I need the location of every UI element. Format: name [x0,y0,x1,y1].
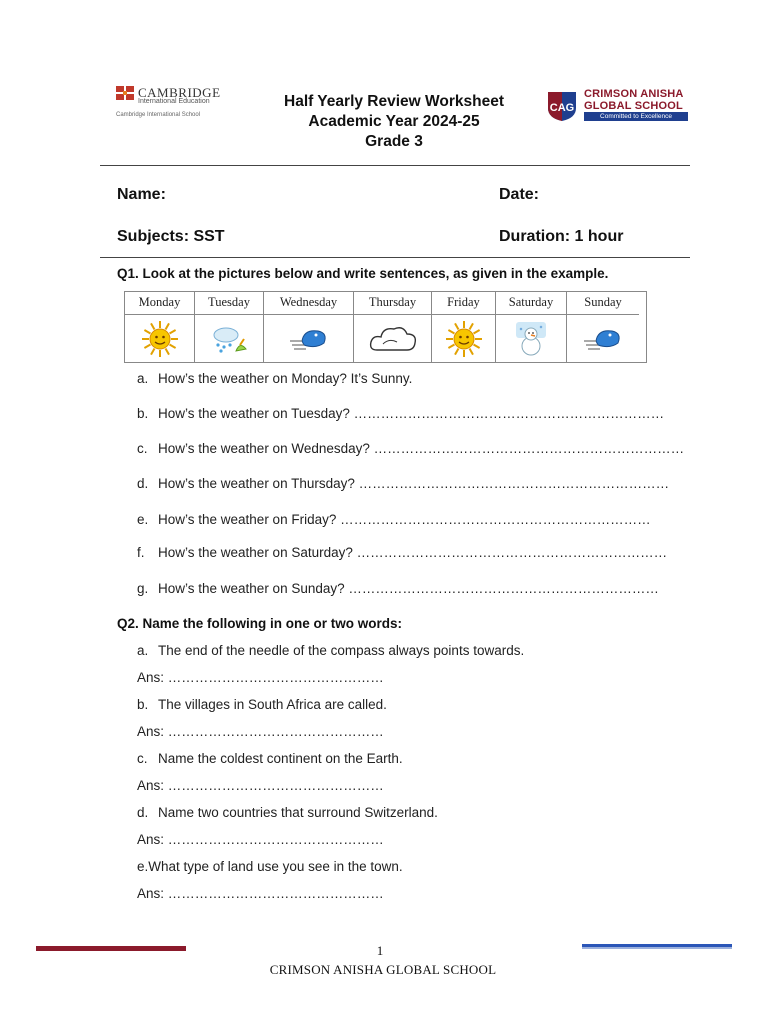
school-name [584,88,684,112]
footer-school-name: CRIMSON ANISHA GLOBAL SCHOOL [269,962,497,977]
q1-item-label: a. [137,371,149,386]
subjects-label: Subjects: SST [117,228,225,245]
cambridge-logo [116,86,246,122]
q1-item [137,512,651,527]
q2-question-text: e.What type of land use you see in the town. [137,859,403,874]
q1-item [137,441,684,456]
q2-question-text: Name the coldest continent on the Earth. [158,751,403,766]
weather-day-label: Friday [432,292,495,315]
weather-cell-wednesday [264,292,354,362]
weather-cell-saturday [496,292,567,362]
q2-question-text: The villages in South Africa are called. [158,697,387,712]
q1-item-text: How’s the weather on Saturday? …………………………………………………………… [158,545,668,560]
q2-question [137,805,438,820]
title-line-2: Academic Year 2024-25 [308,113,480,130]
q2-item-label: d. [137,805,149,820]
school-tagline: Committed to Excellence [584,112,688,121]
footer-bar-left [36,946,186,951]
weather-cell-monday [125,292,195,362]
worksheet-title [262,92,526,152]
header-divider [100,165,690,166]
title-line-3: Grade 3 [365,133,423,150]
duration-label: Duration: 1 hour [499,228,624,245]
weather-day-label: Wednesday [264,292,353,315]
q2-answer-line[interactable]: Ans: ………………………………………… [137,670,384,685]
q2-question [137,751,403,766]
windy-icon [567,315,639,362]
cloud-icon [354,315,431,362]
weather-day-label: Saturday [496,292,566,315]
weather-day-label: Monday [125,292,194,315]
weather-cell-thursday [354,292,432,362]
q2-question-text: Name two countries that surround Switzerland. [158,805,438,820]
q1-item-text: How’s the weather on Wednesday? …………………………………………………………… [158,441,685,456]
q1-item-text: How’s the weather on Tuesday? …………………………………………………………… [158,406,665,421]
cambridge-crest-icon [116,86,134,100]
cag-shield-icon [546,90,578,122]
cambridge-name: CAMBRIDGE [138,85,221,100]
weather-day-label: Tuesday [195,292,263,315]
q1-item-label: d. [137,476,149,491]
q1-item-label: f. [137,545,145,560]
q1-item-label: e. [137,512,149,527]
weather-day-label: Thursday [354,292,431,315]
q1-item-text: How’s the weather on Thursday? …………………………………………………………… [158,476,670,491]
q1-item [137,545,667,560]
weather-table [124,291,647,363]
q1-item [137,581,659,596]
q1-item-label: c. [137,441,148,456]
q2-question [137,859,403,874]
sun-icon [125,315,194,362]
page-number: 1 [376,943,384,958]
q2-answer-line[interactable]: Ans: ………………………………………… [137,778,384,793]
q1-item [137,371,412,386]
q1-item-label: g. [137,581,149,596]
name-label: Name: [117,186,166,203]
sun-icon [432,315,495,362]
windy-icon [264,315,353,362]
q1-item-text: How’s the weather on Friday? …………………………………………………………… [158,512,651,527]
rain-icon [195,315,263,362]
cambridge-subtitle: International Education [138,98,210,105]
weather-cell-sunday [567,292,639,362]
title-line-1: Half Yearly Review Worksheet [284,93,504,110]
q1-item-text: How’s the weather on Monday? It’s Sunny. [158,371,413,386]
footer-bar-right [582,944,732,949]
q2-answer-line[interactable]: Ans: ………………………………………… [137,832,384,847]
q1-item-label: b. [137,406,149,421]
school-name-line-2: GLOBAL SCHOOL [584,100,683,112]
cambridge-school: Cambridge International School [116,112,201,118]
q2-heading: Q2. Name the following in one or two words: [117,616,403,631]
q1-item [137,476,669,491]
school-name-line-1: CRIMSON ANISHA [584,88,684,100]
fields-divider [100,257,690,258]
cag-badge-text: CAG [549,102,575,114]
q2-question-text: The end of the needle of the compass always points towards. [158,643,525,658]
weather-day-label: Sunday [567,292,639,315]
q1-heading: Q1. Look at the pictures below and write sentences, as given in the example. [117,266,609,281]
weather-cell-tuesday [195,292,264,362]
school-logo [546,88,690,124]
snow-icon [496,315,566,362]
q2-answer-line[interactable]: Ans: ………………………………………… [137,724,384,739]
q2-item-label: c. [137,751,148,766]
q2-item-label: b. [137,697,149,712]
q2-answer-line[interactable]: Ans: ………………………………………… [137,886,384,901]
weather-cell-friday [432,292,496,362]
q2-item-label: a. [137,643,149,658]
q2-question [137,697,387,712]
q2-question [137,643,524,658]
q1-item-text: How’s the weather on Sunday? …………………………………………………………… [158,581,659,596]
q1-item [137,406,664,421]
date-label: Date: [499,186,540,203]
